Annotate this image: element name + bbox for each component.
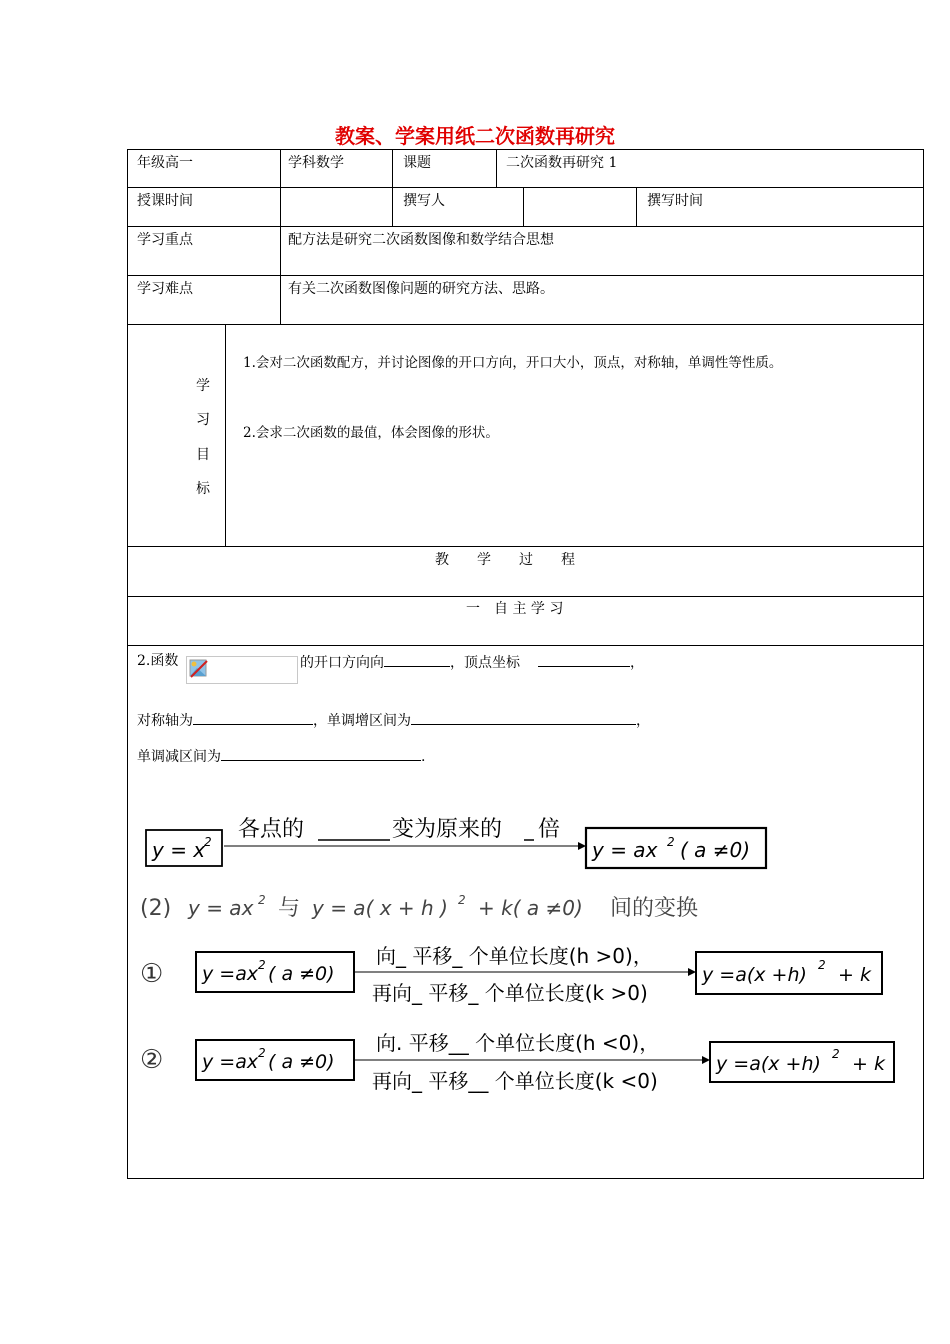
row3-marker: ①	[140, 959, 164, 989]
row4-right-expr: y =a(x +h)	[716, 1053, 821, 1075]
col-divider	[225, 324, 226, 546]
axis-blank[interactable]	[193, 710, 313, 725]
row3-left-cond: ( a ≠0)	[268, 963, 335, 985]
row4-left-expr: y =ax	[202, 1051, 259, 1073]
focus-label: 学习重点	[137, 232, 193, 248]
row4-right-tail: + k	[852, 1053, 885, 1075]
goals-label-char: 标	[196, 481, 210, 497]
row2-expr-b-tail: + k( a ≠0)	[478, 896, 583, 920]
row1-arrow-text-c: 倍	[538, 817, 561, 842]
row1-right-exp: 2	[667, 835, 675, 849]
opening-direction-blank[interactable]	[384, 652, 450, 667]
exercise-line-2: 对称轴为 ，单调增区间为 ，	[137, 710, 650, 730]
col-divider	[392, 149, 393, 187]
row2-exp-b: 2	[458, 893, 466, 907]
row-divider	[127, 645, 924, 646]
row2-mid: 与	[278, 896, 301, 921]
topic-label: 课题	[403, 155, 431, 171]
row1-left-expr: y = x	[152, 838, 206, 862]
row-divider	[127, 324, 924, 325]
focus-value: 配方法是研究二次函数图像和数学结合思想	[288, 232, 554, 248]
row3-bottom-text: 再向_ 平移_ 个单位长度(k >0)	[372, 981, 648, 1005]
row1-arrowhead	[578, 842, 586, 850]
document-title: 教案、学案用纸二次函数再研究	[335, 124, 615, 148]
row2-expr-b: y = a( x + h )	[312, 896, 448, 920]
formula-image	[186, 656, 298, 684]
row4-top-text: 向. 平移__ 个单位长度(h <0)，	[376, 1031, 660, 1055]
topic-value: 二次函数再研究 1	[506, 155, 618, 171]
row4-bottom-text: 再向_ 平移__ 个单位长度(k <0)	[372, 1069, 658, 1093]
row-divider	[127, 596, 924, 597]
col-divider	[636, 187, 637, 226]
exercise-line-3: 单调减区间为 .	[137, 746, 425, 766]
class-time-label: 授课时间	[137, 193, 193, 209]
row1-arrow-text-a: 各点的	[238, 817, 305, 842]
grade-cell: 年级高一	[137, 155, 193, 171]
row4-right-exp: 2	[832, 1047, 840, 1061]
increasing-interval-blank[interactable]	[411, 710, 636, 725]
goals-label-char: 目	[196, 447, 210, 463]
section-header: 一 自 主 学 习	[466, 601, 564, 617]
goal-item: 1.会对二次函数配方，并讨论图像的开口方向，开口大小，顶点，对称轴，单调性等性质。	[243, 355, 783, 371]
subject-cell: 学科数学	[288, 155, 344, 171]
row3-right-tail: + k	[838, 964, 871, 986]
col-divider	[280, 149, 281, 324]
process-header: 教 学 过 程	[435, 552, 575, 568]
goals-label-char: 习	[196, 412, 210, 428]
row-divider	[127, 226, 924, 227]
row-divider	[127, 275, 924, 276]
goal-item: 2.会求二次函数的最值，体会图像的形状。	[243, 425, 499, 441]
row1-arrow-text-b: 变为原来的	[392, 817, 503, 842]
row-divider	[127, 546, 924, 547]
row3-right-expr: y =a(x +h)	[702, 964, 807, 986]
col-divider	[523, 187, 524, 226]
row3-top-text: 向_ 平移_ 个单位长度(h >0)，	[376, 944, 653, 968]
row1-right-expr: y = ax	[592, 838, 658, 862]
decreasing-interval-blank[interactable]	[221, 746, 421, 761]
row3-arrowhead	[688, 968, 696, 976]
goals-label-char: 学	[196, 378, 210, 394]
row3-left-expr: y =ax	[202, 963, 259, 985]
broken-image-icon	[189, 659, 209, 679]
difficulty-label: 学习难点	[137, 281, 193, 297]
difficulty-value: 有关二次函数图像问题的研究方法、思路。	[288, 281, 554, 297]
row4-arrowhead	[702, 1056, 710, 1064]
row2-expr-a: y = ax	[188, 896, 254, 920]
vertex-blank[interactable]	[538, 652, 630, 667]
writer-label: 撰写人	[403, 193, 445, 209]
row3-left-exp: 2	[258, 958, 266, 972]
row4-left-exp: 2	[258, 1046, 266, 1060]
exercise-line-1-mid: 的开口方向向 ，顶点坐标 ，	[300, 652, 644, 672]
row2-prefix: (2)	[140, 896, 172, 921]
col-divider	[392, 187, 393, 226]
row2-suffix: 间的变换	[610, 896, 699, 921]
row3-right-exp: 2	[818, 958, 826, 972]
write-time-label: 撰写时间	[647, 193, 703, 209]
transformation-diagram	[140, 800, 910, 1110]
row4-left-cond: ( a ≠0)	[268, 1051, 335, 1073]
row1-right-cond: ( a ≠0)	[680, 838, 751, 862]
row2-exp-a: 2	[258, 893, 266, 907]
row-divider	[127, 187, 924, 188]
row4-marker: ②	[140, 1045, 164, 1075]
exercise-line-1-prefix: 2.函数	[137, 653, 179, 669]
row1-left-exp: 2	[204, 835, 212, 849]
col-divider	[496, 149, 497, 187]
